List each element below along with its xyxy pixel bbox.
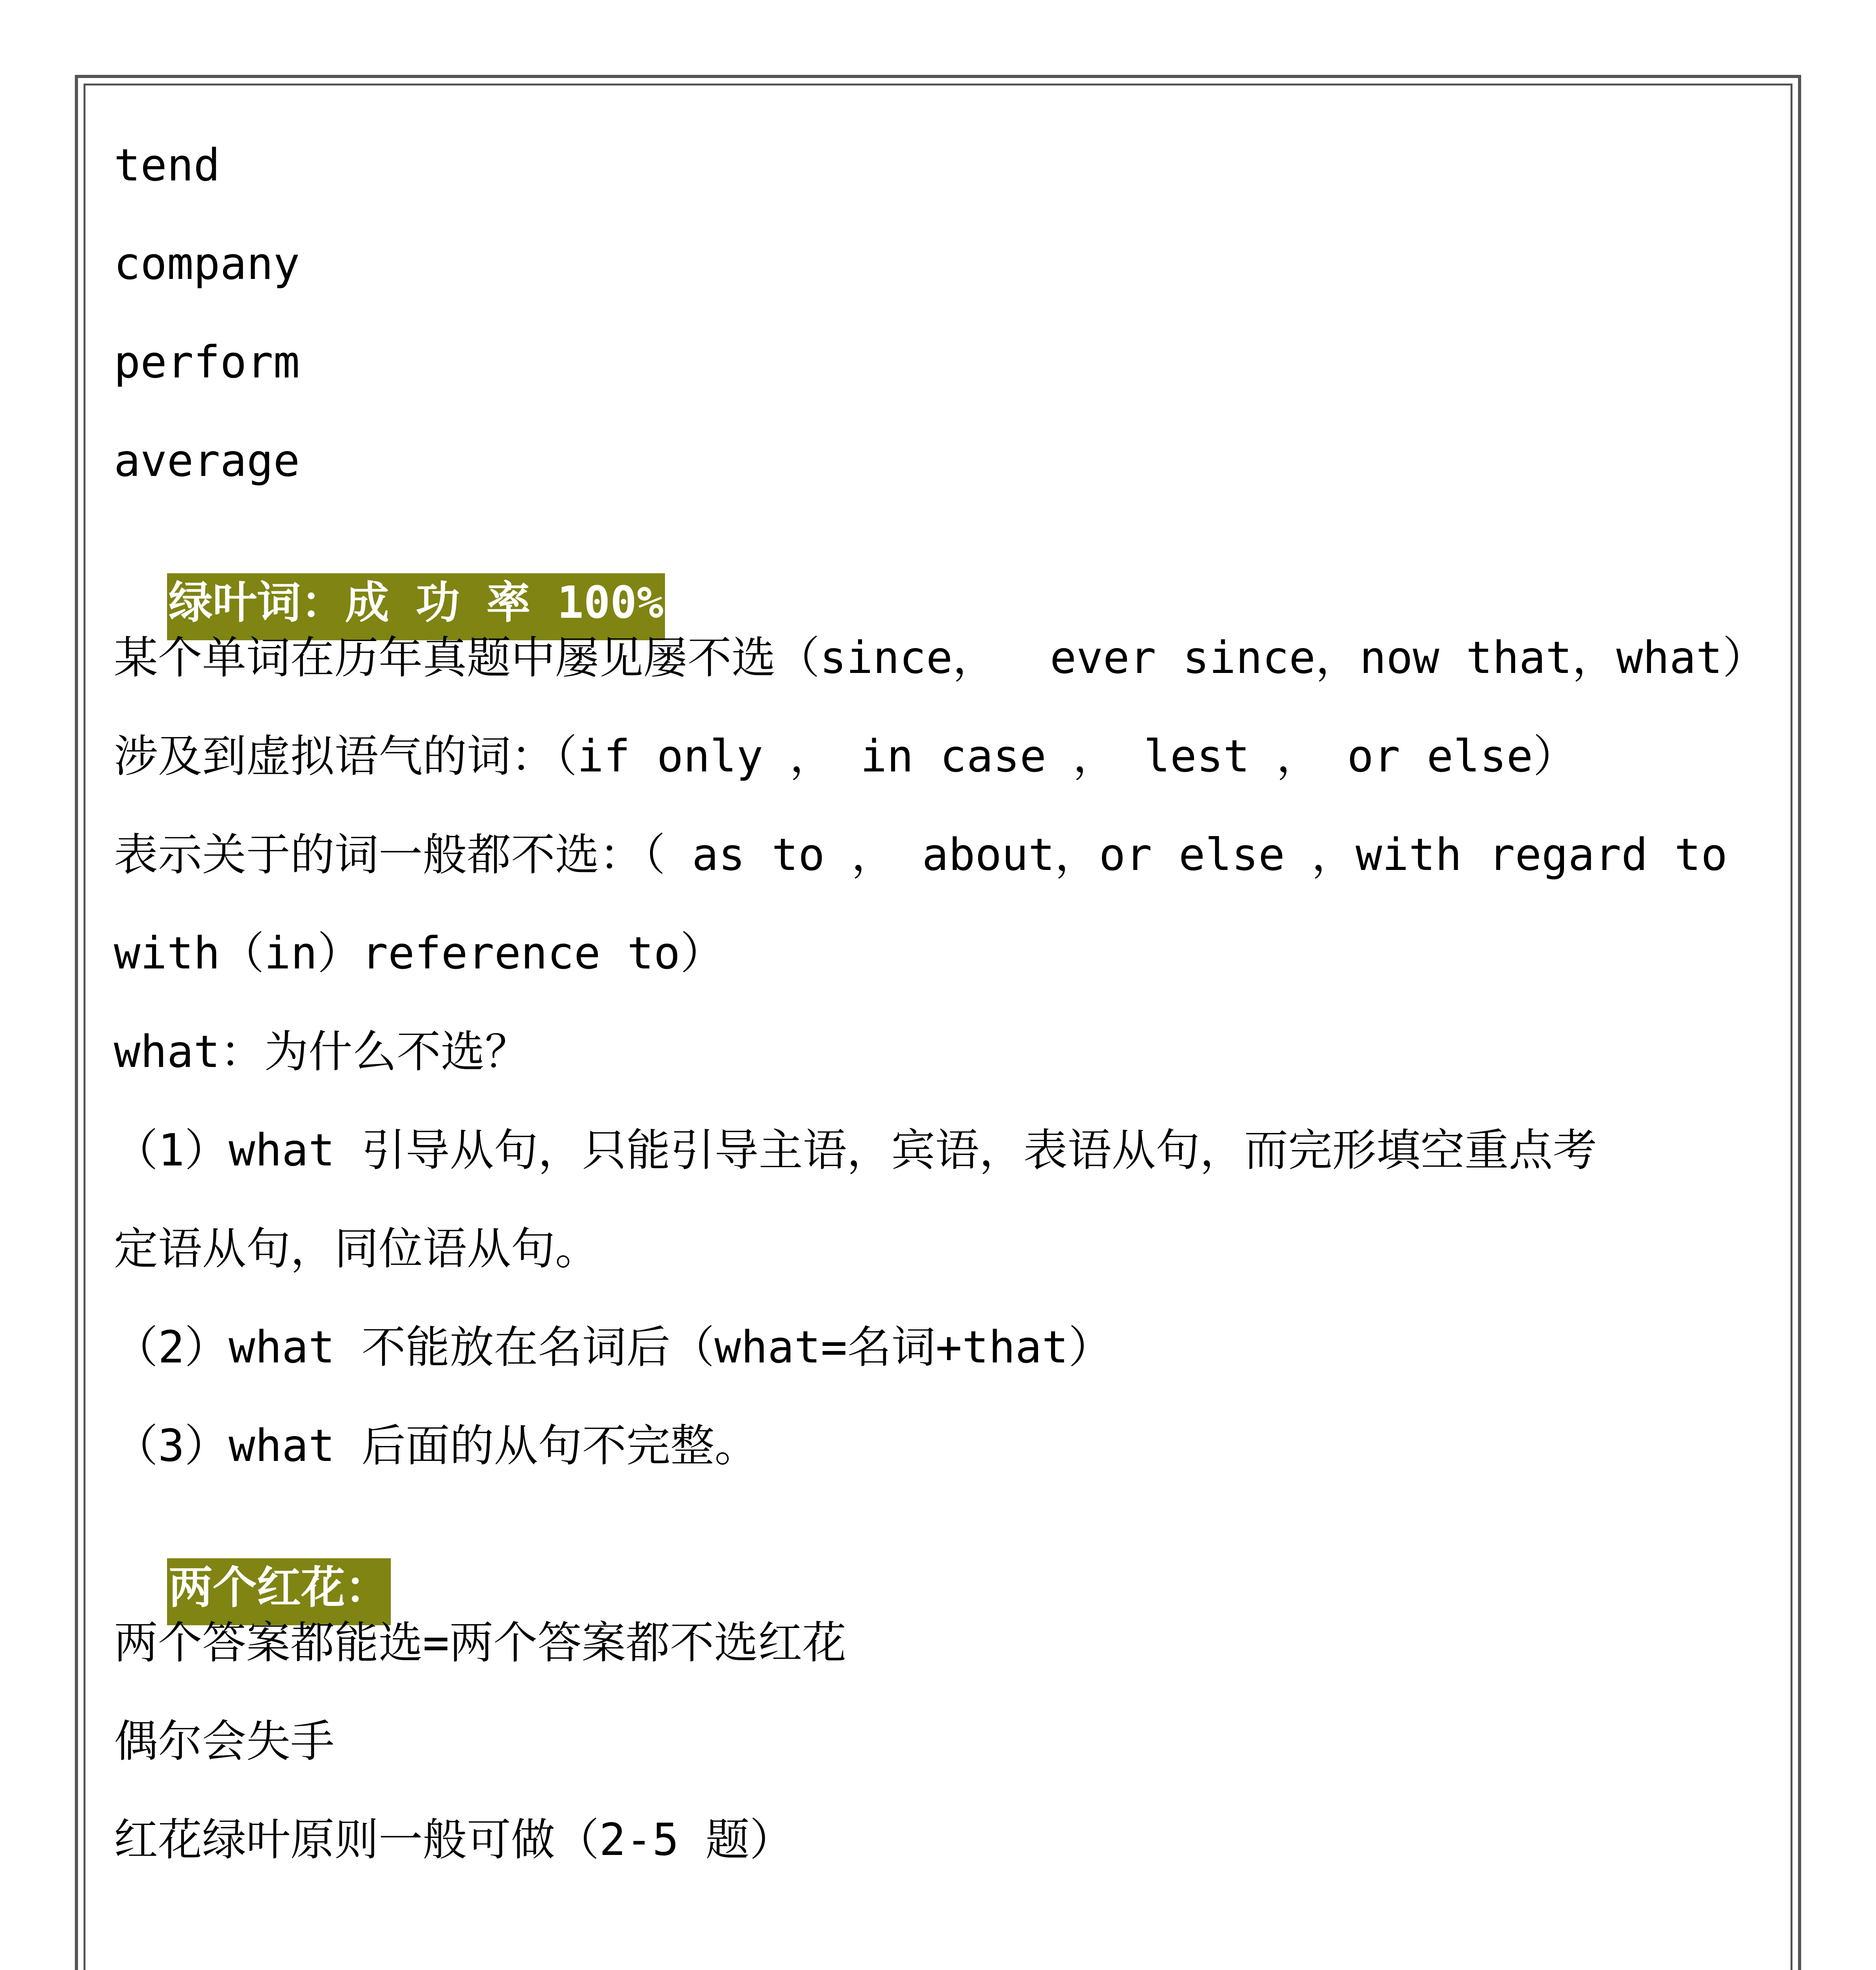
word-company: company [114, 238, 300, 290]
green-item: 定语从句，同位语从句。 [114, 1223, 599, 1275]
red-item: 红花绿叶原则一般可做（2-5 题） [114, 1814, 794, 1866]
red-item: 两个答案都能选=两个答案都不选红花 [114, 1617, 847, 1669]
word-average: average [114, 435, 300, 487]
green-item: （2）what 不能放在名词后（what=名词+that） [114, 1322, 1113, 1373]
green-item: （1）what 引导从句，只能引导主语，宾语，表语从句，而完形填空重点考 [114, 1125, 1597, 1176]
red-flower-label: 两个红花： [167, 1558, 391, 1625]
green-item: 某个单词在历年真题中屡见屡不选（since， ever since，now that，what） [114, 632, 1767, 684]
red-flower-label-row [114, 1499, 391, 1613]
word-perform: perform [114, 337, 300, 388]
green-item: 涉及到虚拟语气的词：（if only ， in case ， lest ， or else） [114, 731, 1577, 782]
green-item: （3）what 后面的从句不完整。 [114, 1420, 759, 1472]
word-tend: tend [114, 140, 220, 191]
green-leaf-label: 绿叶词：成 功 率 100% [167, 573, 665, 640]
green-item: 表示关于的词一般都不选：（ as to ， about，or else ，with regard to [114, 829, 1728, 881]
green-item: with（in）reference to） [114, 928, 724, 979]
green-item: what：为什么不选？ [114, 1026, 529, 1078]
green-leaf-label-row [114, 514, 665, 628]
red-item: 偶尔会失手 [114, 1716, 334, 1767]
